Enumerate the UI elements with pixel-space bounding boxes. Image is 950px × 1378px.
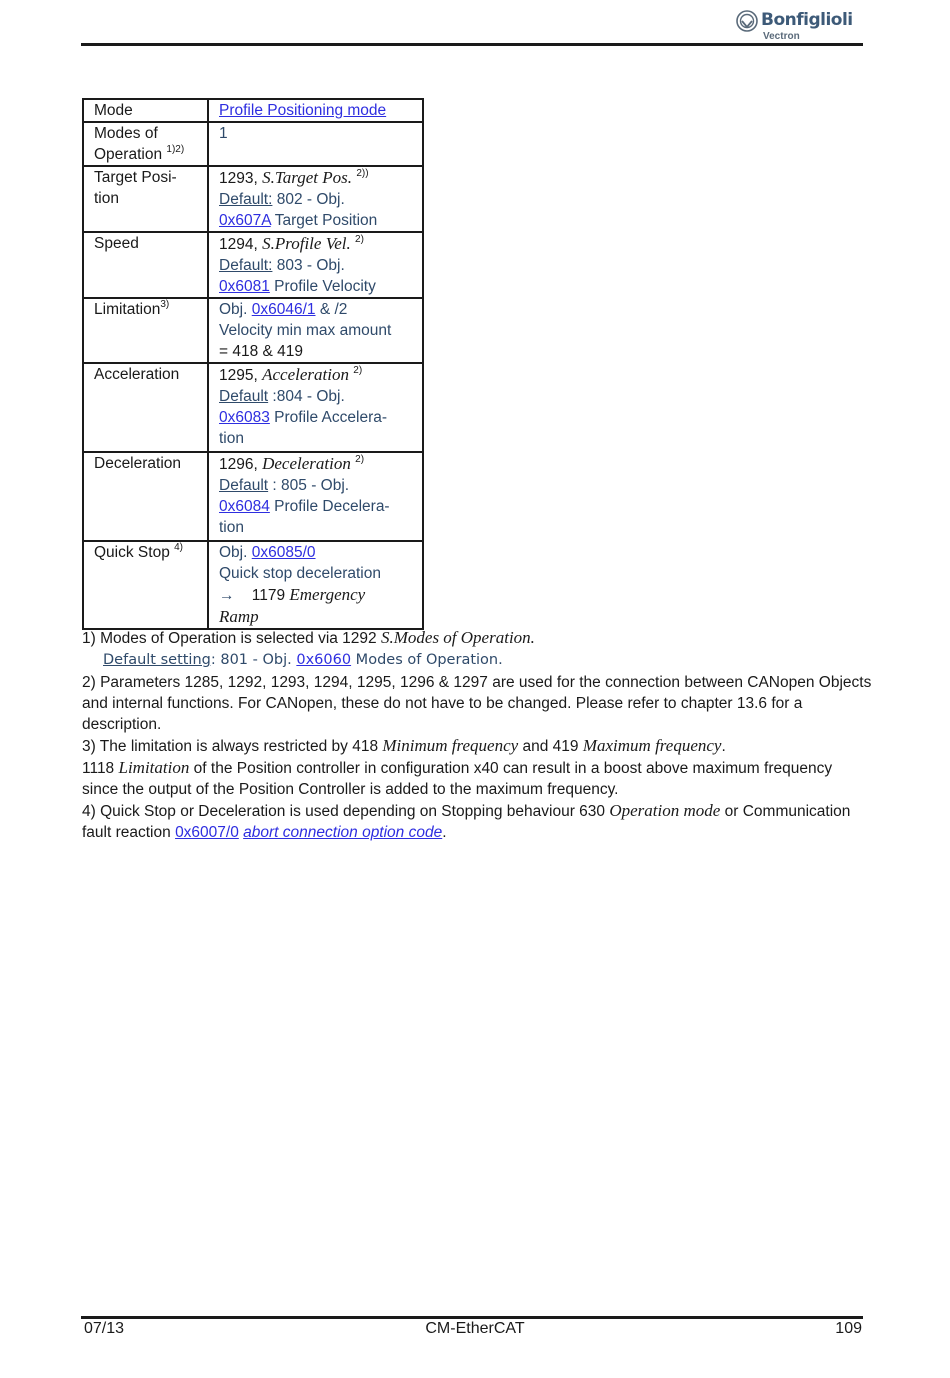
- modes-value: 1: [219, 125, 228, 142]
- decel-param-name: Deceleration: [262, 454, 351, 473]
- speed-default-text: 803 - Obj.: [272, 257, 345, 274]
- footnote-4-b: or Communication fault reaction: [82, 803, 851, 841]
- qs-prefix: Obj.: [219, 544, 252, 561]
- qs-label: Quick Stop: [94, 544, 170, 561]
- accel-object-name: Profile Accelera-: [269, 409, 388, 426]
- footnote-3-a: 3) The limitation is always restricted by 418: [82, 738, 383, 755]
- decel-object-name-cont: tion: [219, 519, 244, 536]
- target-param-name: S.Target Pos.: [262, 168, 353, 187]
- speed-param-number: 1294,: [219, 236, 258, 253]
- default-setting-label: Default setting: [103, 652, 211, 668]
- target-label-cell: [83, 166, 208, 232]
- target-object-link[interactable]: 0x607A: [219, 212, 271, 229]
- table-row: [83, 541, 423, 629]
- footnote-3-param-2: Maximum frequency: [582, 736, 722, 755]
- accel-object-link[interactable]: 0x6083: [219, 409, 270, 426]
- accel-label: Acceleration: [83, 363, 208, 452]
- parameter-table: [82, 98, 424, 630]
- footer-title: CM-EtherCAT: [425, 1320, 525, 1337]
- table-row: [83, 99, 423, 122]
- logo-name: Bonfiglioli: [761, 10, 853, 30]
- target-param-number: 1293,: [219, 170, 258, 187]
- modes-label-cell: [83, 122, 208, 166]
- footnote-4-a: 4) Quick Stop or Deceleration is used depending on Stopping behaviour 630: [82, 803, 610, 820]
- table-row: [83, 363, 423, 452]
- speed-default-label: Default:: [219, 257, 273, 274]
- footnote-2: 2) Parameters 1285, 1292, 1293, 1294, 1295, 1296 & 1297 are used for the connection between CANopen Objects and internal functions. For CANopen, these do not have to be changed. Please refer to chapter 13.6 for a description.: [82, 674, 872, 733]
- footnote-4-param: Operation mode: [609, 801, 721, 820]
- accel-default-text: :804 - Obj.: [268, 388, 345, 405]
- modes-label: Modes of Operation: [94, 125, 163, 163]
- target-label-2: tion: [94, 190, 119, 207]
- header-rule: [81, 43, 863, 46]
- decel-object-name: Profile Decelera-: [269, 498, 390, 515]
- brand-logo: [736, 8, 866, 46]
- modes-object-link[interactable]: 0x6060: [296, 652, 352, 668]
- footnote-3: [82, 735, 872, 757]
- modes-footnote-ref: 1)2): [166, 144, 185, 155]
- speed-object-link[interactable]: 0x6081: [219, 278, 270, 295]
- qs-object-link[interactable]: 0x6085/0: [251, 544, 316, 561]
- logo-mark-icon: [736, 10, 758, 32]
- mode-label: Mode: [83, 99, 208, 122]
- footnote-1-text: 1) Modes of Operation is selected via 1292: [82, 630, 381, 647]
- target-object-name: Target Position: [270, 212, 378, 229]
- qs-param-name: Emergency: [289, 585, 366, 604]
- footer-rule: [81, 1316, 863, 1319]
- decel-default-label: Default: [219, 477, 269, 494]
- limit-object-link[interactable]: 0x6046/1: [251, 301, 316, 318]
- qs-description: Quick stop deceleration: [219, 565, 381, 582]
- limit-suffix: & /2: [315, 301, 348, 318]
- limit-label: Limitation: [94, 301, 161, 318]
- footnote-1-param: S.Modes of Operation.: [380, 628, 535, 647]
- accel-param-name: Acceleration: [262, 365, 349, 384]
- qs-param-number: 1179: [251, 587, 286, 604]
- logo-subname: Vectron: [763, 31, 800, 42]
- table-row: [83, 122, 423, 166]
- accel-footnote-ref: 2): [353, 365, 363, 376]
- limit-prefix: Obj.: [219, 301, 252, 318]
- footnote-1: [82, 627, 872, 649]
- accel-object-name-cont: tion: [219, 430, 244, 447]
- qs-footnote-ref: 4): [174, 542, 184, 553]
- abort-object-link[interactable]: 0x6007/0: [175, 824, 239, 841]
- decel-param-number: 1296,: [219, 456, 258, 473]
- footnote-3-cont: [82, 757, 872, 800]
- abort-option-link[interactable]: abort connection option code: [243, 824, 443, 841]
- footnote-1-default: [82, 649, 872, 672]
- table-row: [83, 298, 423, 363]
- modes-object-name: Modes of Operation.: [351, 652, 503, 668]
- qs-label-cell: [83, 541, 208, 629]
- footnote-3-b: and 419: [518, 738, 583, 755]
- footnote-4-c: .: [442, 824, 447, 841]
- speed-param-name: S.Profile Vel.: [262, 234, 351, 253]
- table-row: [83, 166, 423, 232]
- speed-footnote-ref: 2): [355, 234, 364, 245]
- arrow-right-icon: →: [219, 587, 235, 604]
- decel-label: Deceleration: [83, 452, 208, 541]
- footnote-3-param-1: Minimum frequency: [382, 736, 519, 755]
- limit-label-cell: [83, 298, 208, 363]
- limit-description: Velocity min max amount: [219, 322, 392, 339]
- mode-value-link[interactable]: Profile Positioning mode: [219, 102, 387, 119]
- accel-default-label: Default: [219, 388, 269, 405]
- limit-params: = 418 & 419: [219, 343, 304, 360]
- speed-object-name: Profile Velocity: [269, 278, 376, 295]
- speed-label: Speed: [83, 232, 208, 298]
- table-row: [83, 452, 423, 541]
- footnotes: [82, 627, 872, 843]
- decel-object-link[interactable]: 0x6084: [219, 498, 270, 515]
- footer-date: 07/13: [84, 1320, 125, 1337]
- default-setting-text: : 801 - Obj.: [210, 652, 297, 668]
- footnote-3-cont-text: of the Position controller in configuration x40 can result in a boost above maximum frequency since the output of the Position Controller is added to the maximum frequency.: [82, 760, 833, 798]
- table-row: [83, 232, 423, 298]
- footnote-3-num: 1118: [82, 760, 119, 777]
- decel-footnote-ref: 2): [355, 454, 365, 465]
- target-default-label: Default:: [219, 191, 273, 208]
- target-label-1: Target Posi-: [94, 169, 177, 186]
- accel-param-number: 1295,: [219, 367, 258, 384]
- footnote-3-c: .: [721, 738, 726, 755]
- page-number: 109: [835, 1320, 862, 1337]
- limit-footnote-ref: 3): [160, 299, 170, 310]
- footnote-4: [82, 800, 872, 843]
- target-footnote-ref: 2)): [356, 168, 369, 179]
- target-default-text: 802 - Obj.: [272, 191, 345, 208]
- qs-param-name-cont: Ramp: [219, 607, 259, 626]
- decel-default-text: : 805 - Obj.: [268, 477, 350, 494]
- footnote-3-limitation: Limitation: [118, 758, 190, 777]
